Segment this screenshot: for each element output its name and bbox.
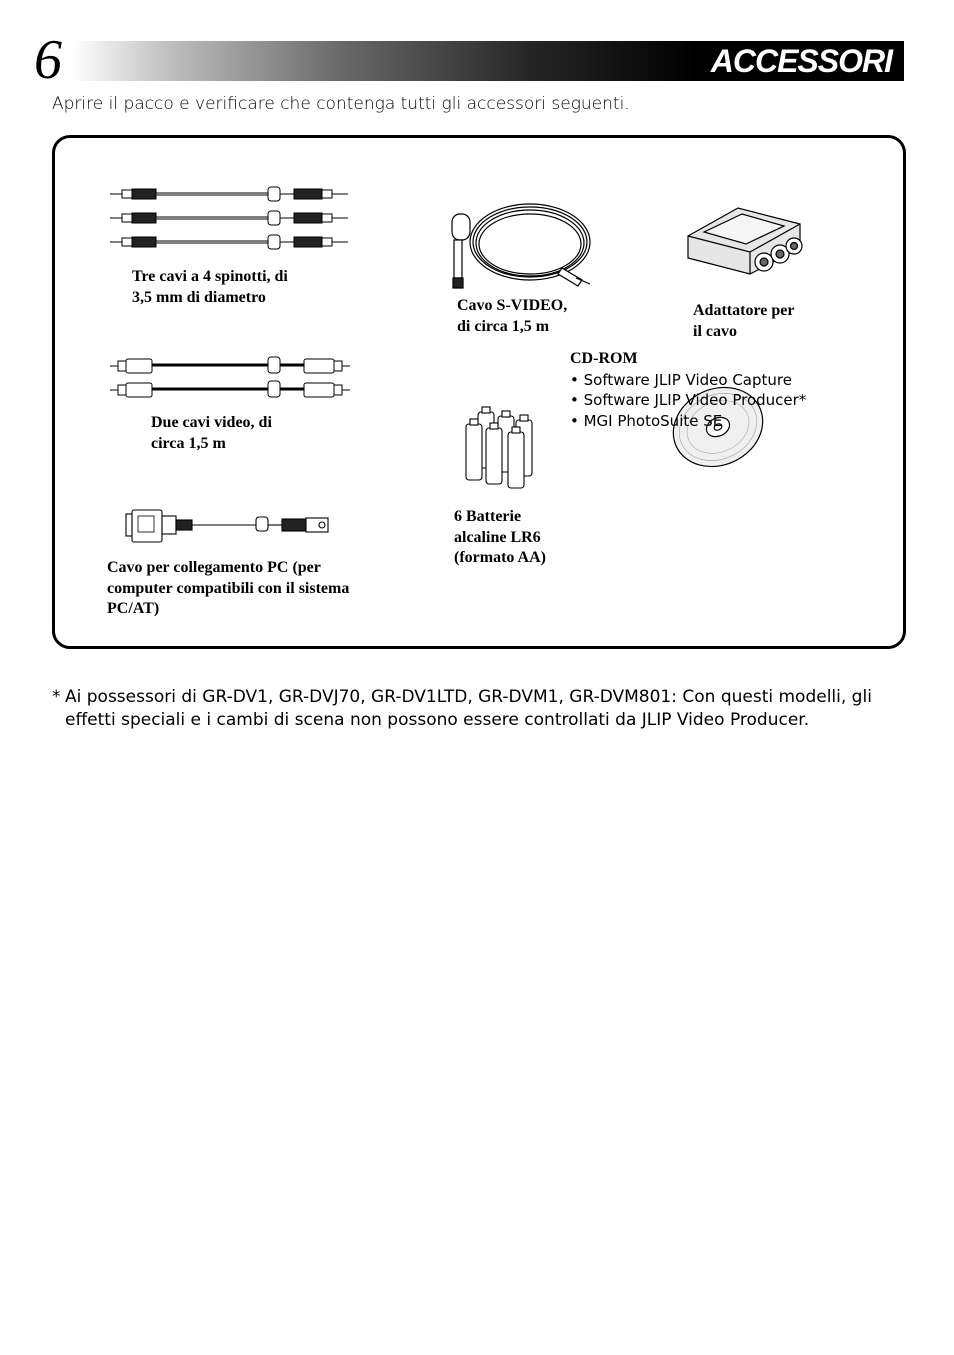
cdrom-title: CD-ROM [570,350,638,367]
title-bar [72,41,904,81]
video-cables-label: Due cavi video, di circa 1,5 m [151,414,272,452]
cdrom-item-1: • Software JLIP Video Capture [570,370,792,389]
video-cables-illustration [108,354,353,400]
pc-cable-illustration [124,506,336,548]
cdrom-item-2: • Software JLIP Video Producer* [570,391,807,409]
four-pin-cables-label: Tre cavi a 4 spinotti, di 3,5 mm di diametro [132,268,288,306]
four-pin-cable-2 [110,211,348,225]
page-title: ACCESSORI [710,43,892,79]
cdrom-item-3: • MGI PhotoSuite SE [570,411,723,430]
battery-front-3 [508,427,524,488]
intro-text: Aprire il pacco e verificare che contenga tutti gli accessori seguenti. [52,94,630,114]
cable-adapter-illustration [684,196,812,288]
page-number: 6 [34,29,62,91]
video-cable-2 [110,381,350,397]
footnote-text: Ai possessori di GR-DV1, GR-DVJ70, GR-DV1LTD, GR-DVM1, GR-DVM801: Con questi modelli, gli effetti speciali e i cambi di scena non possono essere controllati da JLIP Video Producer. [65,687,872,730]
footnote-marker: * [52,687,61,707]
battery-front-2 [486,423,502,484]
four-pin-cables-illustration [108,184,353,250]
batteries-illustration [460,404,540,490]
cdrom-contents [570,349,806,431]
footnote [52,686,902,732]
battery-front-1 [466,419,482,480]
svideo-cable-label: Cavo S-VIDEO, di circa 1,5 m [457,297,568,335]
svideo-cable-illustration [444,196,594,292]
pc-cable-label: Cavo per collegamento PC (per computer compatibili con il sistema PC/AT) [107,559,350,617]
video-cable-1 [110,357,350,373]
cable-adapter-label: Adattatore per il cavo [693,302,795,340]
four-pin-cable-1 [110,187,348,201]
four-pin-cable-3 [110,235,348,249]
batteries-label: 6 Batterie alcaline LR6 (formato AA) [454,508,546,566]
